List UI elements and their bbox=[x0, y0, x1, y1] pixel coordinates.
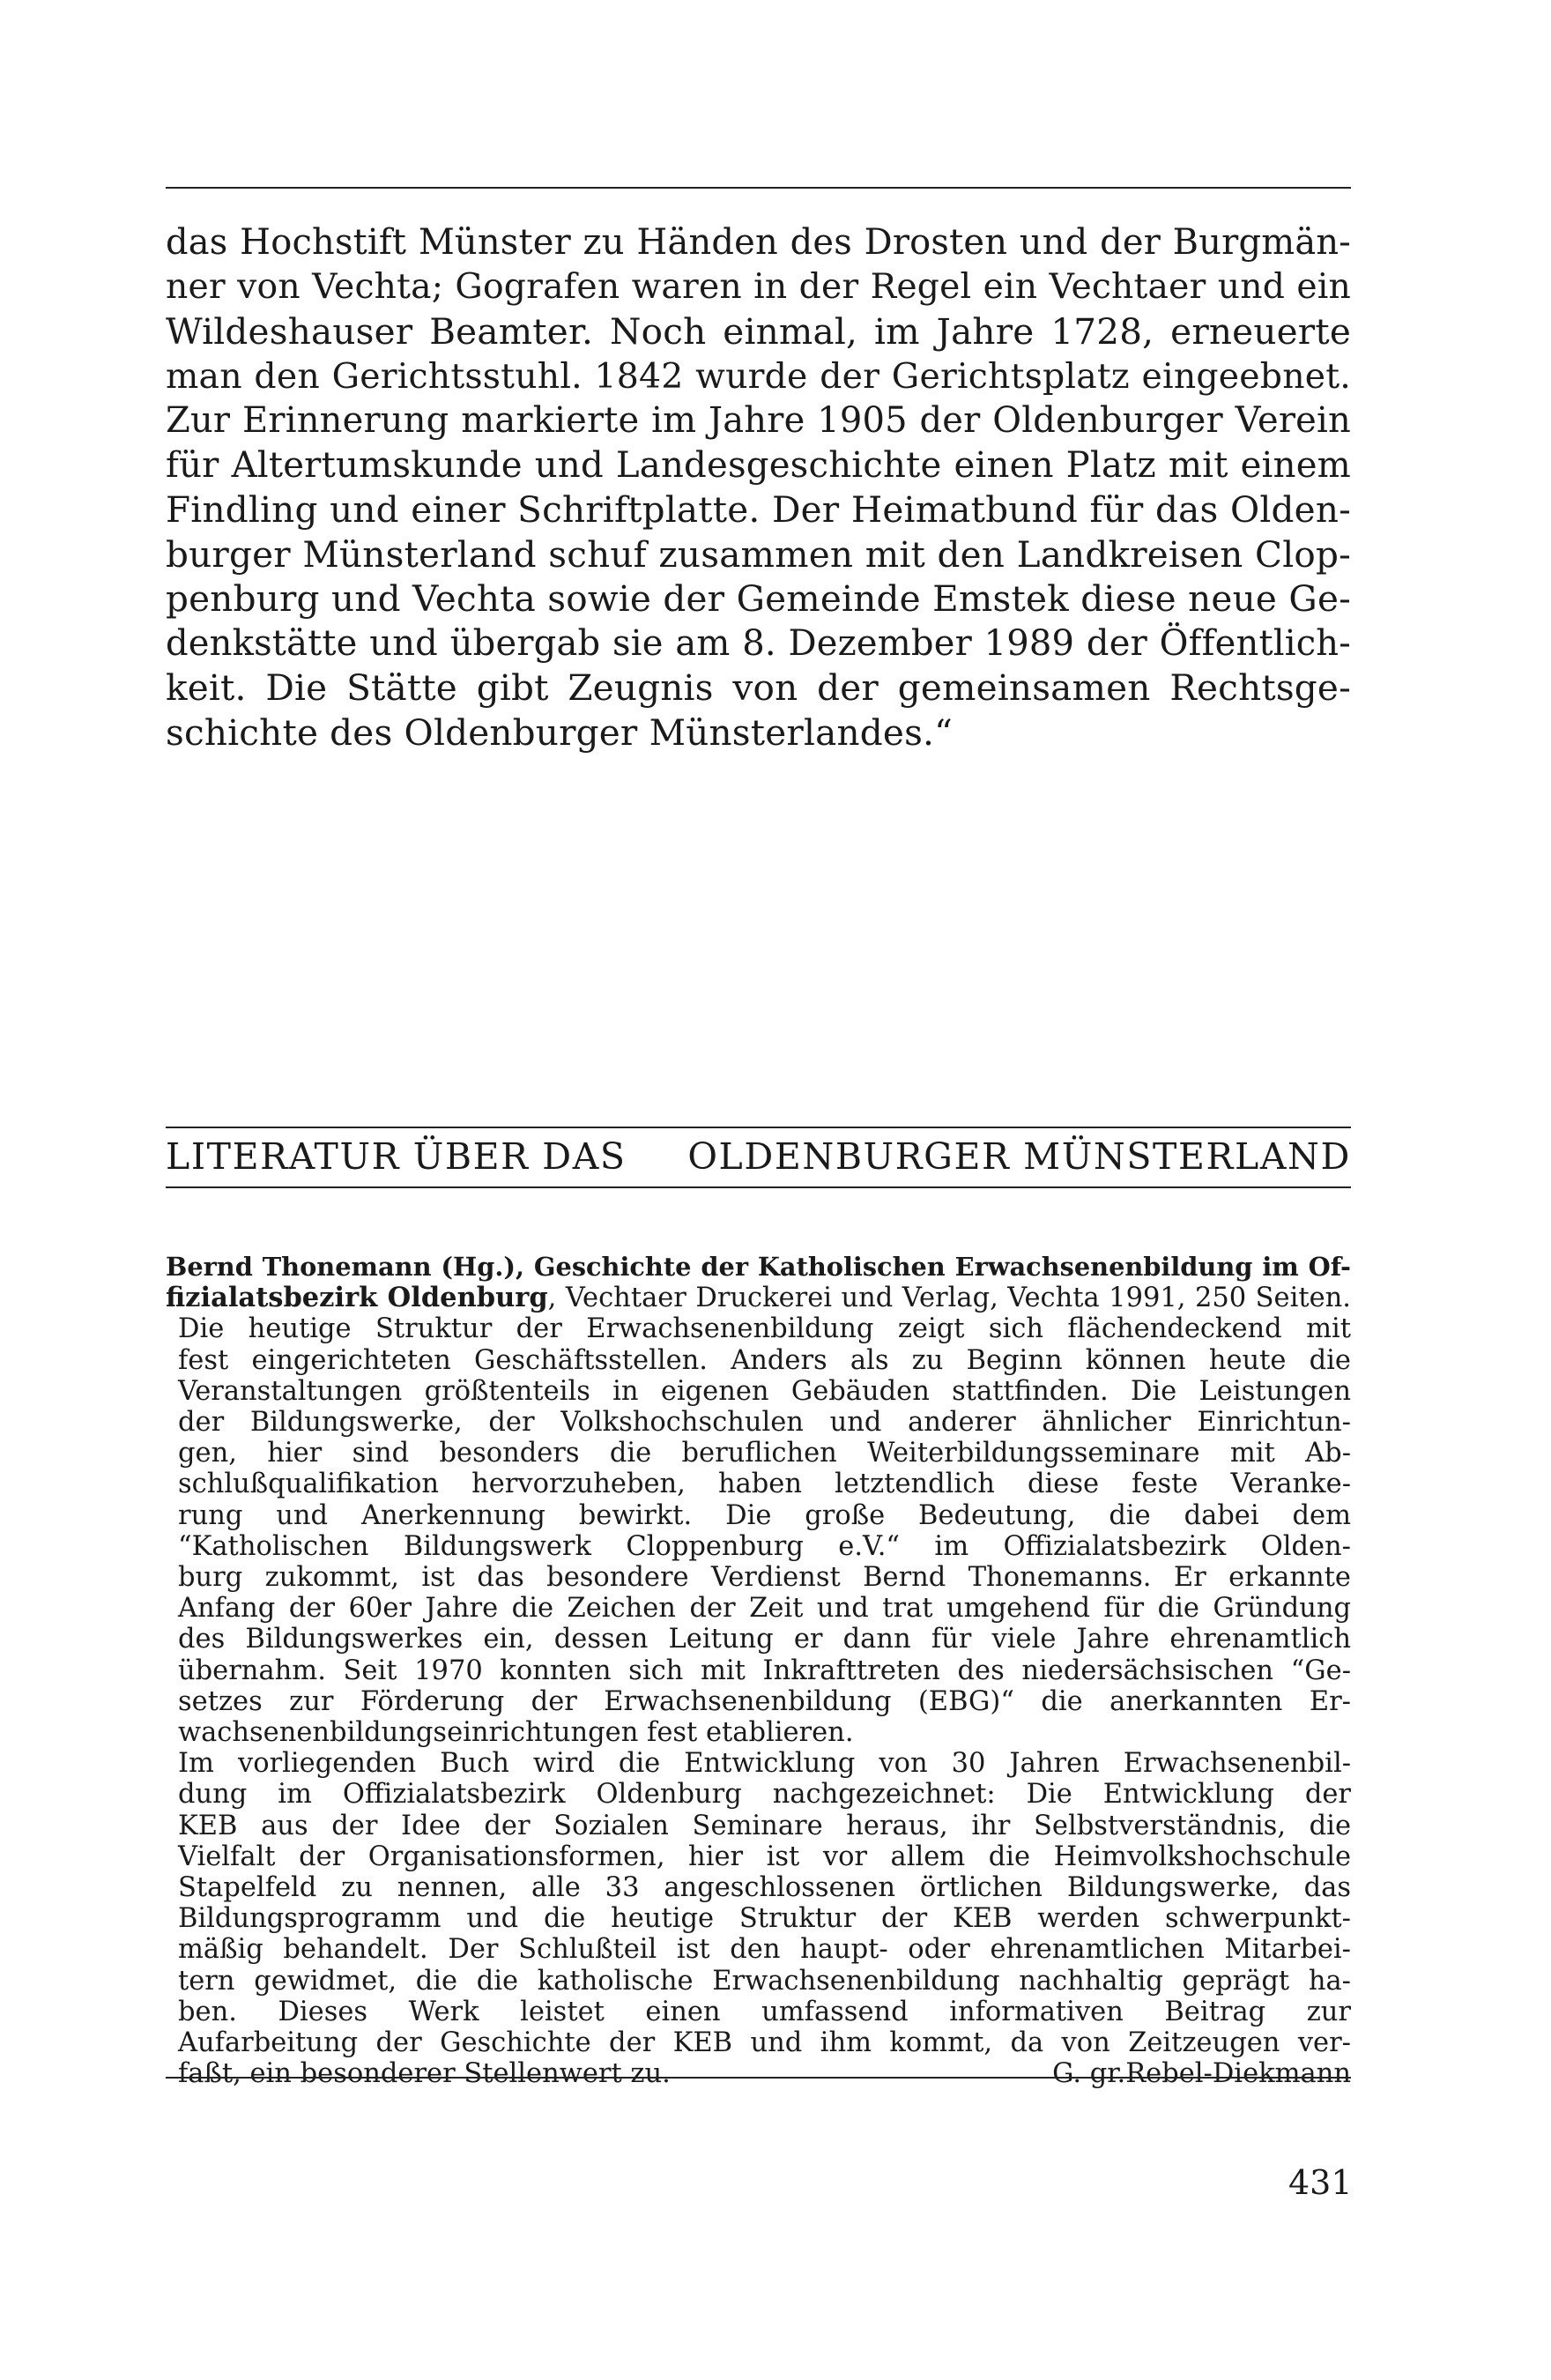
review-line: Vielfalt der Organisationsformen, hier ist vor allem die Heimvolkshochschule bbox=[178, 1841, 1351, 1872]
review-line: des Bildungswerkes ein, dessen Leitung er dann für viele Jahre ehrenamtlich bbox=[178, 1624, 1351, 1655]
citation-line bbox=[166, 1283, 1351, 1313]
section-rule-bottom bbox=[166, 1186, 1351, 1188]
review-line: Anfang der 60er Jahre die Zeichen der Zeit und trat umgehend für die Gründung bbox=[178, 1593, 1351, 1625]
section-heading-right: OLDENBURGER MÜNSTERLAND bbox=[687, 1135, 1351, 1178]
text-line: burger Münsterland schuf zusammen mit den Landkreisen Clop- bbox=[166, 532, 1351, 576]
review-line: Die heutige Struktur der Erwachsenenbildung zeigt sich flächendeckend mit bbox=[178, 1313, 1351, 1345]
text-line: ner von Vechta; Gografen waren in der Regel ein Vechtaer und ein bbox=[166, 266, 1351, 307]
text-line: Wildeshauser Beamter. Noch einmal, im Jahre 1728, erneuerte bbox=[166, 310, 1351, 353]
bottom-rule bbox=[166, 2077, 1351, 2079]
continuation-paragraph bbox=[166, 220, 1351, 755]
review-line: der Bildungswerke, der Volkshochschulen und anderer ähnlicher Einrichtun- bbox=[178, 1407, 1351, 1439]
review-line: wachsenenbildungseinrichtungen fest etablieren. bbox=[178, 1717, 854, 1749]
citation-rest: , Vechtaer Druckerei und Verlag, Vechta 1991, 250 Seiten. bbox=[547, 1283, 1351, 1314]
text-line: für Altertumskunde und Landesgeschichte einen Platz mit einem bbox=[166, 444, 1351, 486]
reviewer-signature: G. gr.Rebel-Diekmann bbox=[1052, 2058, 1351, 2090]
section-rule-top bbox=[166, 1127, 1351, 1128]
review-line: Veranstaltungen größtenteils in eigenen Gebäuden stattfinden. Die Leistungen bbox=[178, 1375, 1351, 1407]
section-heading-left: LITERATUR ÜBER DAS bbox=[166, 1135, 627, 1178]
text-line: man den Gerichtsstuhl. 1842 wurde der Gerichtsplatz eingeebnet. bbox=[166, 355, 1351, 397]
review-line: burg zukommt, ist das besondere Verdienst Bernd Thonemanns. Er erkannte bbox=[178, 1562, 1351, 1594]
review-line: schlußqualifikation hervorzuheben, haben letztendlich diese feste Veranke- bbox=[178, 1469, 1351, 1500]
book-review bbox=[166, 1252, 1351, 2089]
text-line: Findling und einer Schriftplatte. Der Heimatbund für das Olden- bbox=[166, 488, 1351, 531]
text-line: das Hochstift Münster zu Händen des Drosten und der Burgmän- bbox=[166, 222, 1351, 263]
top-rule bbox=[166, 187, 1351, 189]
review-line: Bildungsprogramm und die heutige Struktur der KEB werden schwerpunkt- bbox=[178, 1903, 1351, 1935]
review-line: übernahm. Seit 1970 konnten sich mit Inkrafttreten des niedersächsischen “Ge- bbox=[178, 1655, 1351, 1686]
text-line: schichte des Oldenburger Münsterlandes.“ bbox=[166, 710, 954, 754]
review-line: setzes zur Förderung der Erwachsenenbildung (EBG)“ die anerkannten Er- bbox=[178, 1685, 1351, 1717]
text-line: denkstätte und übergab sie am 8. Dezember 1989 der Öffentlich- bbox=[166, 622, 1351, 664]
review-line: fest eingerichteten Geschäftsstellen. Anders als zu Beginn können heute die bbox=[178, 1344, 1351, 1376]
citation-line: Bernd Thonemann (Hg.), Geschichte der Katholischen Erwachsenenbildung im Of- bbox=[166, 1252, 1351, 1282]
review-line: Stapelfeld zu nennen, alle 33 angeschlossenen örtlichen Bildungswerke, das bbox=[178, 1872, 1351, 1904]
review-line: Im vorliegenden Buch wird die Entwicklung von 30 Jahren Erwachsenenbil- bbox=[178, 1748, 1351, 1780]
review-line: dung im Offizialatsbezirk Oldenburg nachgezeichnet: Die Entwicklung der bbox=[178, 1779, 1351, 1811]
text-line: penburg und Vechta sowie der Gemeinde Emstek diese neue Ge- bbox=[166, 577, 1351, 620]
review-line: faßt, ein besonderer Stellenwert zu. bbox=[178, 2058, 671, 2090]
review-line: ben. Dieses Werk leistet einen umfassend informativen Beitrag zur bbox=[178, 1996, 1351, 2027]
review-line: gen, hier sind besonders die beruflichen Weiterbildungsseminare mit Ab- bbox=[178, 1438, 1351, 1469]
review-line: “Katholischen Bildungswerk Cloppenburg e.V.“ im Offizialatsbezirk Olden- bbox=[178, 1530, 1351, 1562]
review-line: mäßig behandelt. Der Schlußteil ist den haupt- oder ehrenamtlichen Mitarbei- bbox=[178, 1934, 1351, 1966]
review-final-line bbox=[166, 2058, 1351, 2089]
review-line: rung und Anerkennung bewirkt. Die große Bedeutung, die dabei dem bbox=[178, 1499, 1351, 1531]
text-line: keit. Die Stätte gibt Zeugnis von der gemeinsamen Rechtsge- bbox=[166, 666, 1351, 709]
text-line: Zur Erinnerung markierte im Jahre 1905 der Oldenburger Verein bbox=[166, 400, 1351, 441]
review-line: KEB aus der Idee der Sozialen Seminare heraus, ihr Selbstverständnis, die bbox=[178, 1810, 1351, 1841]
review-line: Aufarbeitung der Geschichte der KEB und ihm kommt, da von Zeitzeugen ver- bbox=[178, 2027, 1351, 2059]
page-number: 431 bbox=[1288, 2163, 1353, 2202]
section-heading bbox=[166, 1130, 1351, 1183]
review-line: tern gewidmet, die die katholische Erwachsenenbildung nachhaltig geprägt ha- bbox=[178, 1965, 1351, 1997]
citation-bold: fizialatsbezirk Oldenburg bbox=[166, 1282, 548, 1314]
